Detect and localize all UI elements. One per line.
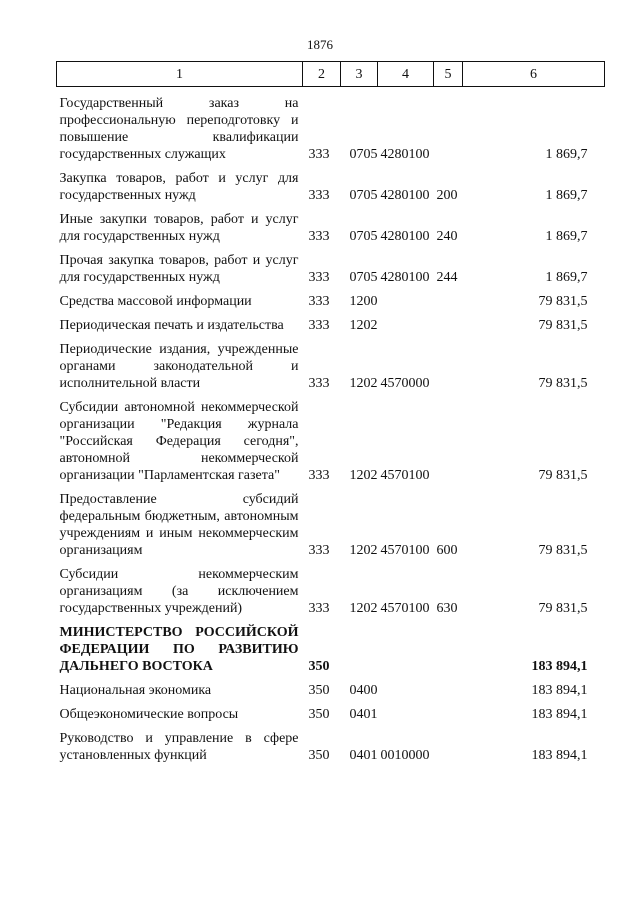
section-code: 0401 [349,748,378,763]
expense-type-code [434,286,463,310]
target-code [378,310,434,334]
expense-type-code [434,392,463,484]
amount: 79 831,5 [538,376,588,391]
item-name: Закупка товаров, работ и услуг для государственных нужд [59,171,299,203]
table-row [57,617,605,675]
target-code: 4570000 [380,376,430,391]
header-cell-5: 5 [434,62,463,87]
item-name: Средства массовой информации [59,294,252,309]
admin-code: 333 [308,601,330,616]
item-name: Общеэкономические вопросы [59,707,239,722]
table-row [57,484,605,559]
target-code: 4570100 [380,543,430,558]
budget-rows [57,87,605,765]
admin-code: 333 [308,294,330,309]
target-code [378,675,434,699]
section-code: 0705 [349,270,378,285]
admin-code: 333 [308,229,330,244]
admin-code: 333 [308,318,330,333]
amount: 183 894,1 [531,707,588,722]
section-code [341,617,378,675]
table-row [57,392,605,484]
table-row [57,87,605,164]
item-name: Субсидии некоммерческим организациям (за исключением государственных учреждений) [59,567,299,616]
target-code: 4280100 [380,188,430,203]
expense-type-code: 600 [436,543,458,558]
table-row [57,559,605,617]
section-code: 1202 [349,376,378,391]
admin-code: 333 [308,188,330,203]
admin-code: 350 [308,683,330,698]
table-row [57,675,605,699]
expense-type-code: 200 [436,188,458,203]
item-name: Руководство и управление в сфере установленных функций [59,731,299,763]
admin-code: 333 [308,270,330,285]
admin-code: 333 [308,376,330,391]
target-code: 4570100 [380,468,430,483]
admin-code: 350 [308,659,330,674]
table-row [57,334,605,392]
table-row [57,723,605,764]
amount: 1 869,7 [545,270,588,285]
amount: 183 894,1 [531,659,588,674]
item-name: Прочая закупка товаров, работ и услуг для государственных нужд [59,253,299,285]
admin-code: 350 [308,748,330,763]
expense-type-code [434,699,463,723]
amount: 1 869,7 [545,188,588,203]
target-code: 0010000 [380,748,430,763]
section-code: 1202 [349,468,378,483]
section-code: 0401 [349,707,378,722]
target-code [378,617,434,675]
expense-type-code [434,617,463,675]
table-row [57,286,605,310]
admin-code: 333 [308,468,330,483]
header-cell-3: 3 [341,62,378,87]
header-cell-1: 1 [57,62,303,87]
amount: 79 831,5 [538,468,588,483]
target-code: 4280100 [380,147,430,162]
section-code: 1202 [349,318,378,333]
admin-code: 350 [308,707,330,722]
expense-type-code [434,310,463,334]
header-cell-6: 6 [463,62,605,87]
section-code: 0705 [349,188,378,203]
expense-type-code [434,723,463,764]
admin-code: 333 [308,543,330,558]
amount: 183 894,1 [531,683,588,698]
item-name: Субсидии автономной некоммерческой организации "Редакция журнала "Российская Федерация сегодня", автономной некоммерческой организации "Парламентская газета" [59,400,299,483]
section-code: 0705 [349,147,378,162]
amount: 1 869,7 [545,147,588,162]
amount: 79 831,5 [538,543,588,558]
table-row [57,163,605,204]
item-name: Периодическая печать и издательства [59,318,284,333]
section-code: 0705 [349,229,378,244]
amount: 183 894,1 [531,748,588,763]
target-code: 4570100 [380,601,430,616]
target-code: 4280100 [380,270,430,285]
section-code: 1202 [349,543,378,558]
budget-table [56,61,605,764]
amount: 79 831,5 [538,318,588,333]
section-code: 1200 [349,294,378,309]
item-name: Государственный заказ на профессиональную переподготовку и повышение квалификации государственных служащих [59,96,299,162]
column-number-header [57,62,605,87]
page-number: 1876 [307,37,333,52]
table-row [57,699,605,723]
amount: 79 831,5 [538,294,588,309]
admin-code: 333 [308,147,330,162]
item-name: Периодические издания, учрежденные органами законодательной и исполнительной власти [59,342,299,391]
item-name: Предоставление субсидий федеральным бюджетным, автономным учреждениям и иным некоммерческим организациям [59,492,299,558]
header-cell-2: 2 [303,62,341,87]
section-code: 0400 [349,683,378,698]
expense-type-code: 630 [436,601,458,616]
expense-type-code: 240 [436,229,458,244]
target-code: 4280100 [380,229,430,244]
table-row [57,245,605,286]
header-cell-4: 4 [378,62,434,87]
table-row [57,204,605,245]
target-code [378,286,434,310]
expense-type-code [434,675,463,699]
expense-type-code: 244 [436,270,458,285]
amount: 79 831,5 [538,601,588,616]
item-name: Национальная экономика [59,683,212,698]
target-code [378,699,434,723]
table-row [57,310,605,334]
expense-type-code [434,87,463,164]
item-name: Иные закупки товаров, работ и услуг для государственных нужд [59,212,299,244]
amount: 1 869,7 [545,229,588,244]
section-code: 1202 [349,601,378,616]
expense-type-code [434,334,463,392]
item-name: МИНИСТЕРСТВО РОССИЙСКОЙ ФЕДЕРАЦИИ ПО РАЗВИТИЮ ДАЛЬНЕГО ВОСТОКА [59,625,299,674]
